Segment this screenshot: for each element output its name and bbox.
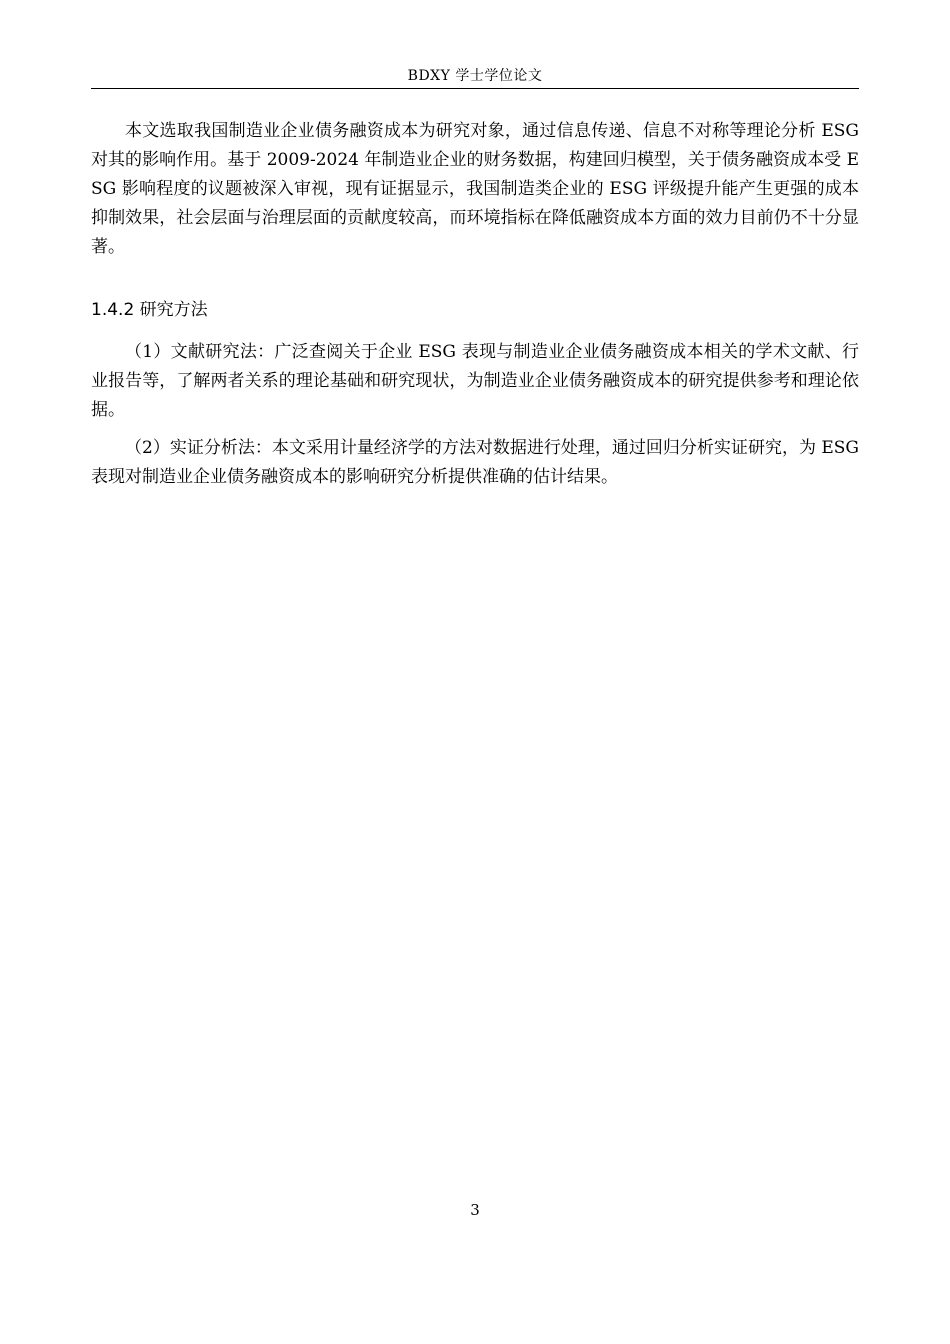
method-empirical-paragraph: （2）实证分析法：本文采用计量经济学的方法对数据进行处理，通过回归分析实证研究，为 ESG 表现对制造业企业债务融资成本的影响研究分析提供准确的估计结果。 [91,438,859,487]
method-literature-paragraph: （1）文献研究法：广泛查阅关于企业 ESG 表现与制造业企业债务融资成本相关的学术文献、行业报告等，了解两者关系的理论基础和研究现状，为制造业企业债务融资成本的研究提供参考和理论依据。 [91,342,859,420]
section-heading: 1.4.2 研究方法 [91,300,208,320]
page-number: 3 [470,1201,480,1219]
running-header: BDXY 学士学位论文 [91,64,859,89]
intro-paragraph: 本文选取我国制造业企业债务融资成本为研究对象，通过信息传递、信息不对称等理论分析 ESG 对其的影响作用。基于 2009-2024 年制造业企业的财务数据，构建回归模型，关于债务融资成本受 ESG 影响程度的议题被深入审视，现有证据显示，我国制造类企业的 ESG 评级提升能产生更强的成本抑制效果，社会层面与治理层面的贡献度较高，而环境指标在降低融资成本方面的效力目前仍不十分显著。 [91,121,859,257]
